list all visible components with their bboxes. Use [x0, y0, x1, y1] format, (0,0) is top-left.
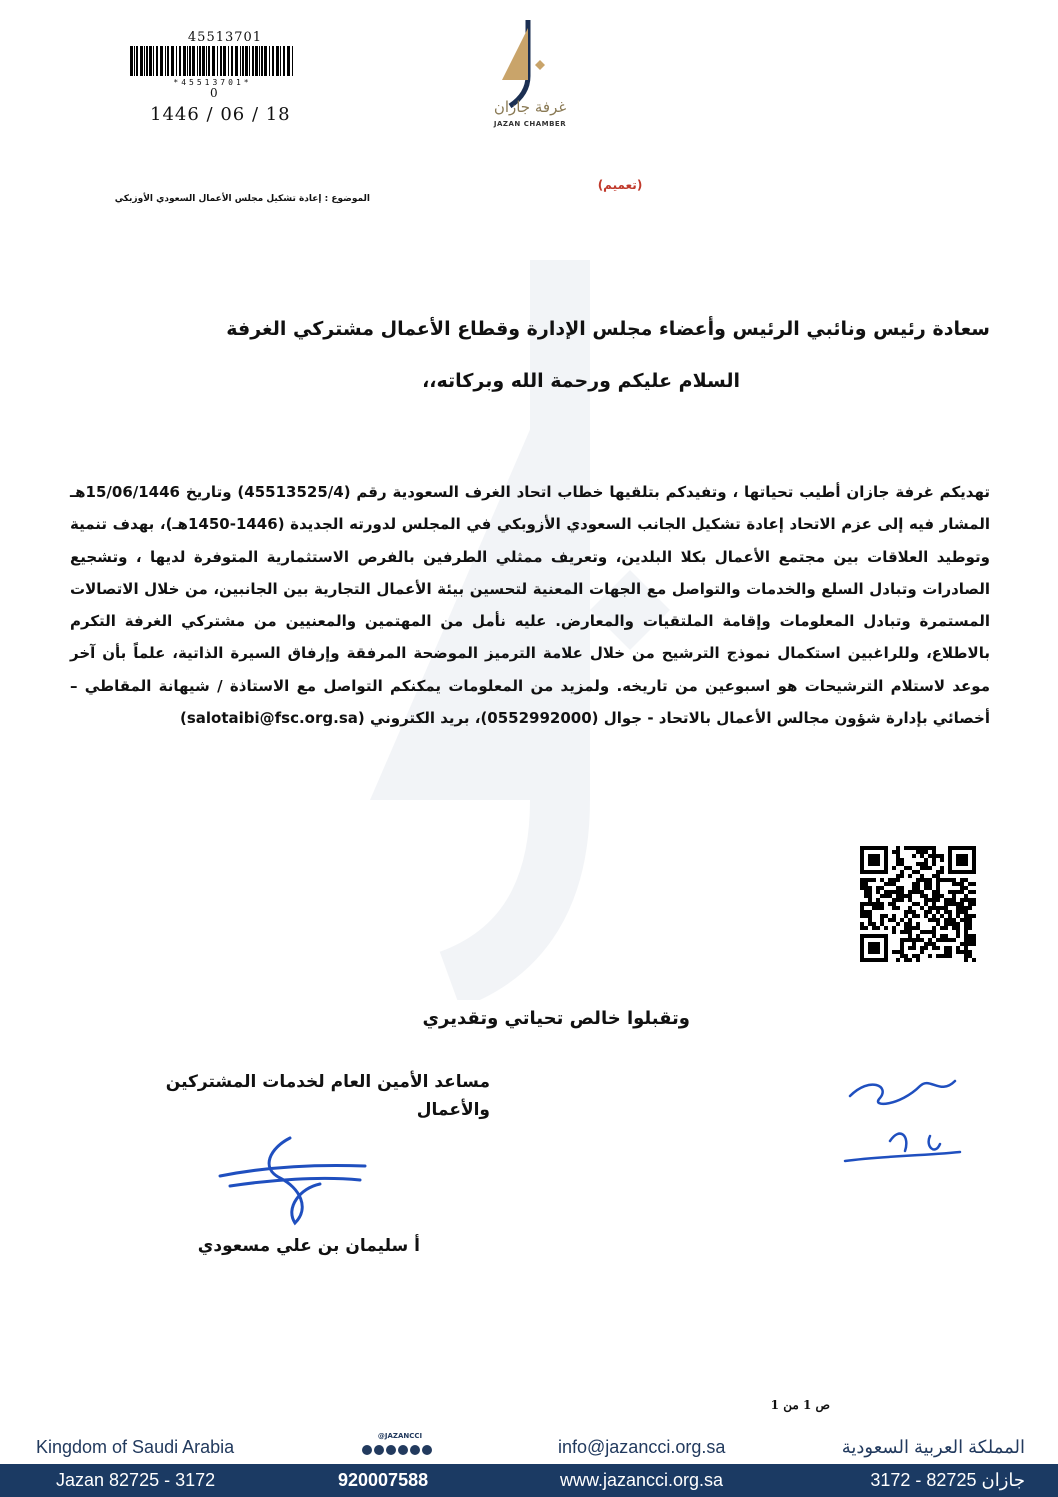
social-media-icons[interactable] — [361, 1444, 441, 1456]
signatory-title: مساعد الأمين العام لخدمات المشتركين والأعمال — [165, 1072, 490, 1120]
footer-website[interactable]: www.jazancci.org.sa — [560, 1470, 724, 1490]
footer-social-handle[interactable]: @JAZANCCI — [377, 1432, 423, 1440]
logo-name-english: JAZAN CHAMBER — [493, 120, 567, 128]
footer-address-arabic: جازان 82725 - 3172 — [870, 1470, 1025, 1490]
footer — [0, 1430, 1058, 1497]
circular-label: (تعميم) — [597, 178, 643, 192]
hijri-date: 1446 / 06 / 18 — [150, 104, 291, 125]
qr-code-icon[interactable] — [860, 846, 976, 962]
addressee: سعادة رئيس ونائبي الرئيس وأعضاء مجلس الإدارة وقطاع الأعمال مشتركي الغرفة — [226, 318, 990, 340]
footer-country-english: Kingdom of Saudi Arabia — [36, 1437, 235, 1457]
greeting: السلام عليكم ورحمة الله وبركاته،، — [422, 370, 740, 392]
footer-phone[interactable]: 920007588 — [338, 1470, 429, 1490]
letter-body: تهديكم غرفة جازان أطيب تحياتها ، وتفيدكم بتلقيها خطاب اتحاد الغرف السعودية رقم (45513525/4) وتاريخ 15/06/1446هـ المشار فيه إلى عزم الاتحاد إعادة تشكيل الجانب السعودي الأزوبكي في المجلس لدورته الجديدة (1446-1450هـ)، بهدف تنمية وتوطيد العلاقات بين مجتمع الأعمال بكلا البلدين، وتعريف ممثلي الطرفين بالفرص الاستثمارية المتوفرة لديها ، وتشجيع الصادرات وتبادل السلع والخدمات والتواصل مع الجهات المعنية لتحسين بيئة الأعمال التجارية بين الجانبين، من خلال الاتصالات المستمرة وتبادل المعلومات وإقامة الملتقيات والمعارض. عليه نأمل من المهتمين والمعنيين من مشتركي الغرفة التكرم بالاطلاع، وللراغبين استكمال نموذج الترشيح من خلال علامة الترميز الموضحة المرفقة وإرفاق السيرة الذاتية، علماً بأن آخر موعد لاستلام الترشيحات هو اسبوعين من تاريخه. ولمزيد من المعلومات يمكنكم التواصل مع الاستاذة / شيهانة المقاطي – أخصائي بإدارة شؤون مجالس الأعمال بالاتحاد - جوال (0552992000)، بريد الكتروني (salotaibi@fsc.org.sa) — [70, 483, 991, 728]
page-number: ص 1 من 1 — [770, 1398, 830, 1412]
jazan-chamber-logo-icon — [488, 14, 578, 110]
footer-band — [0, 1464, 1058, 1497]
subject-line: الموضوع : إعادة تشكيل مجلس الأعمال السعودي الأوزبكي — [114, 194, 370, 204]
barcode-icon — [130, 46, 295, 76]
signature-icon — [200, 1128, 380, 1228]
barcode-text: *45513701* — [173, 78, 252, 87]
closing-line: وتقبلوا خالص تحياتي وتقديري — [422, 1008, 690, 1029]
registration-number: 45513701 — [187, 30, 263, 45]
logo-name-arabic: غرفة جازان — [493, 98, 567, 116]
copy-number: 0 — [210, 86, 218, 100]
footer-email[interactable]: info@jazancci.org.sa — [558, 1437, 726, 1457]
signatory-name: أ سليمان بن علي مسعودي — [197, 1236, 420, 1256]
footer-country-arabic: المملكة العربية السعودية — [841, 1437, 1025, 1457]
initials-icon — [830, 1056, 980, 1186]
footer-address-english: Jazan 82725 - 3172 — [56, 1470, 216, 1490]
